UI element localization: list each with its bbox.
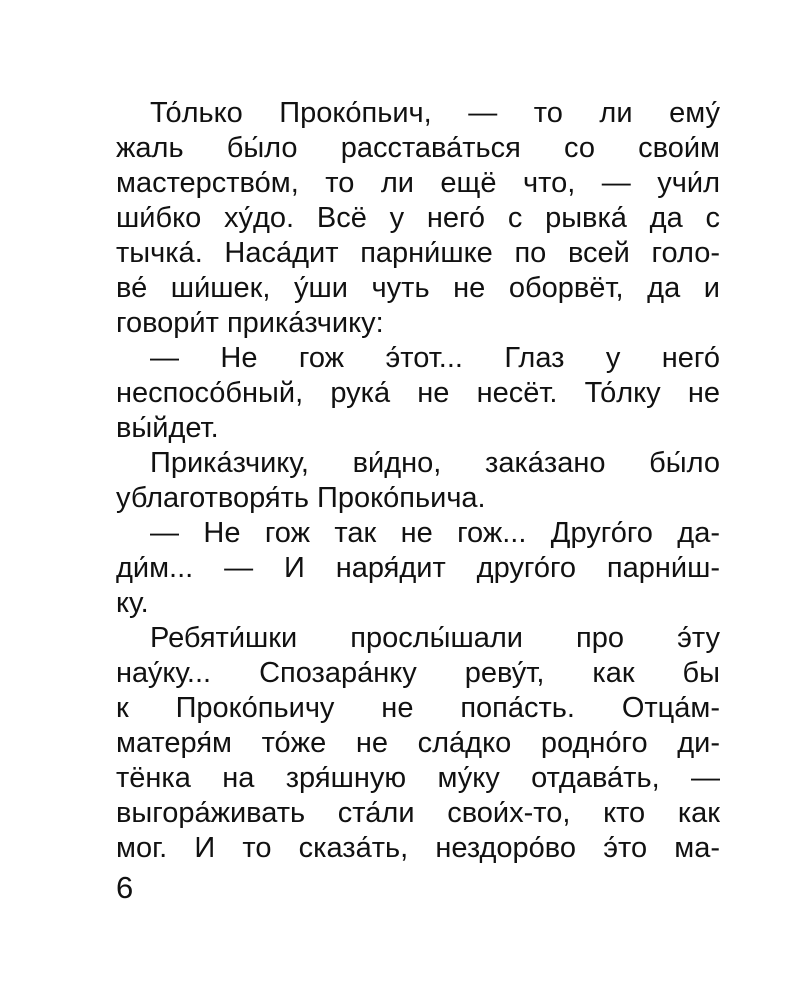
text-line: Ребяти́шки прослы́шали про э́ту — [150, 622, 720, 654]
page-text — [116, 96, 720, 866]
text-line: ку. — [116, 587, 149, 619]
text-line: тёнка на зря́шную му́ку отдава́ть, — — [116, 762, 720, 794]
text-line: ве́ ши́шек, у́ши чуть не оборвёт, да и — [116, 272, 720, 304]
text-line: То́лько Проко́пьич, — то ли ему́ — [150, 97, 720, 129]
text-line: к Проко́пьичу не попа́сть. Отца́м- — [116, 692, 720, 724]
text-line: вы́йдет. — [116, 412, 219, 444]
page-number: 6 — [116, 870, 134, 905]
text-line: мастерство́м, то ли ещё что, — учи́л — [116, 167, 720, 199]
text-line: — Не гож так не гож... Друго́го да- — [150, 517, 720, 549]
text-line: выгора́живать ста́ли свои́х-то, кто как — [116, 797, 720, 829]
text-line: ши́бко ху́до. Всё у него́ с рывка́ да с — [116, 202, 720, 234]
text-line: матеря́м то́же не сла́дко родно́го ди- — [116, 727, 720, 759]
text-line: мог. И то сказа́ть, нездоро́во э́то ма- — [116, 832, 720, 864]
text-line: нау́ку... Спозара́нку реву́т, как бы — [116, 657, 720, 689]
text-line: говори́т прика́зчику: — [116, 307, 384, 339]
text-line: ди́м... — И наря́дит друго́го парни́ш- — [116, 552, 720, 584]
text-line: — Не гож э́тот... Глаз у него́ — [150, 342, 720, 374]
text-line: жаль бы́ло расстава́ться со свои́м — [116, 132, 720, 164]
text-line: ублаготворя́ть Проко́пьича. — [116, 482, 486, 514]
text-line: неспосо́бный, рука́ не несёт. То́лку не — [116, 377, 720, 409]
text-line: тычка́. Наса́дит парни́шке по всей голо- — [116, 237, 720, 269]
text-line: Прика́зчику, ви́дно, зака́зано бы́ло — [150, 447, 720, 479]
